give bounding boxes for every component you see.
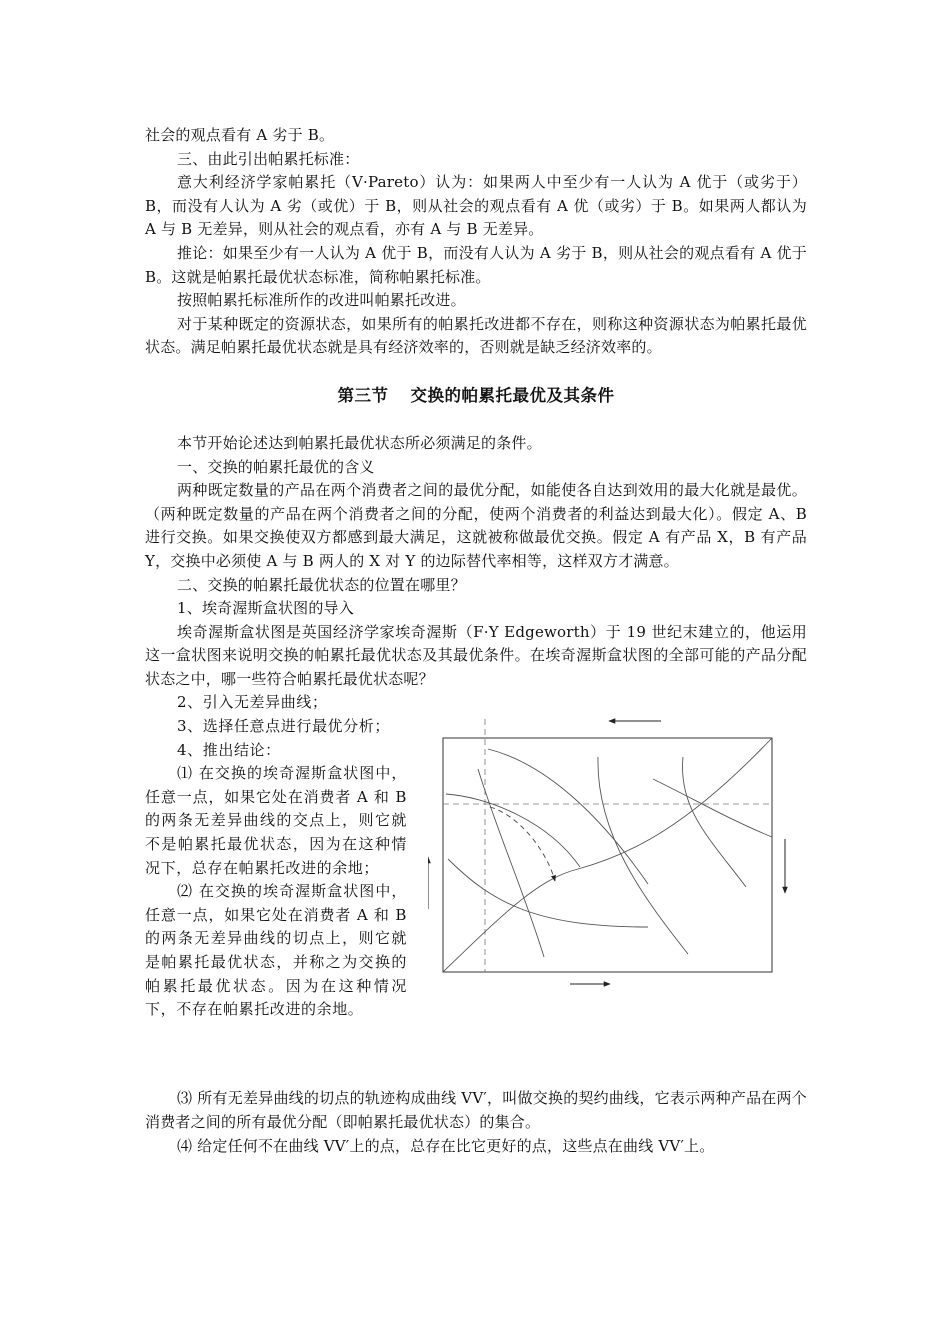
bottom-paragraphs — [145, 1087, 807, 1158]
paragraph: ⑴ 在交换的埃奇渥斯盒状图中，任意一点，如果它处在消费者 A 和 B 的两条无差异曲线的交点上，则它就不是帕累托最优状态，因为在这种情况下，总存在帕累托改进的余地； — [145, 764, 407, 877]
paragraph: 推论：如果至少有一人认为 A 优于 B，而没有人认为 A 劣于 B，则从社会的观点看有 A 优于 B。这就是帕累托最优状态标准，简称帕累托标准。 — [145, 243, 807, 286]
indifference-curve-b1 — [448, 859, 648, 927]
paragraph: 1、埃奇渥斯盒状图的导入 — [177, 599, 354, 618]
document-page — [145, 124, 807, 1158]
section-number: 第三节 — [337, 385, 389, 405]
paragraph: 意大利经济学家帕累托（V·Pareto）认为：如果两人中至少有一人认为 A 优于（或劣于）B，而没有人认为 A 劣（或优）于 B，则从社会的观点看有 A 优（或劣）于 B。如果两人都认为 A 与 B 无差异，则从社会的观点看，亦有 A 与 B 无差异。 — [145, 173, 807, 239]
paragraph: 一、交换的帕累托最优的含义 — [177, 457, 375, 476]
indifference-curve-a3 — [598, 757, 688, 954]
paragraph: 本节开始论述达到帕累托最优状态所必须满足的条件。 — [177, 433, 542, 452]
edgeworth-box-diagram — [428, 709, 808, 989]
mid-paragraphs — [145, 432, 807, 692]
indifference-curve-b3 — [653, 779, 772, 837]
paragraph: 埃奇渥斯盒状图是英国经济学家埃奇渥斯（F·Y Edgeworth）于 19 世纪末建立的，他运用这一盒状图来说明交换的帕累托最优状态及其最优条件。在埃奇渥斯盒状图的全部可能的产品分配状态之中，哪一些符合帕累托最优状态呢？ — [145, 622, 807, 688]
left-column — [145, 691, 407, 1021]
indifference-curve-a1 — [446, 794, 580, 867]
box-frame — [443, 738, 772, 972]
text-with-figure — [145, 691, 807, 1087]
top-paragraphs — [145, 124, 807, 360]
paragraph: ⑶ 所有无差异曲线的切点的轨迹构成曲线 VV′，叫做交换的契约曲线，它表示两种产品在两个消费者之间的所有最优分配（即帕累托最优状态）的集合。 — [145, 1089, 807, 1132]
indifference-curve-b2 — [488, 749, 648, 884]
paragraph: 对于某种既定的资源状态，如果所有的帕累托改进都不存在，则称这种资源状态为帕累托最优状态。满足帕累托最优状态就是具有经济效率的，否则就是缺乏经济效率的。 — [145, 314, 807, 357]
paragraph: ⑵ 在交换的埃奇渥斯盒状图中，任意一点，如果它处在消费者 A 和 B 的两条无差异曲线的切点上，则它就是帕累托最优状态，并称之为交换的帕累托最优状态。因为在这种情况下，不存在帕累托改进的余地。 — [145, 882, 407, 1019]
paragraph: 3、选择任意点进行最优分析； — [177, 717, 390, 736]
contract-curve — [443, 738, 772, 972]
paragraph: 两种既定数量的产品在两个消费者之间的最优分配，如能使各自达到效用的最大化就是最优。（两种既定数量的产品在两个消费者之间的分配，使两个消费者的利益达到最大化）。假定 A、B 进行交换。如果交换使双方都感到最大满足，这就被称做最优交换。假定 A 有产品 X，B 有产品 Y，交换中必须使 A 与 B 两人的 X 对 Y 的边际替代率相等，这样双方才满意。 — [145, 481, 807, 570]
paragraph: 三、由此引出帕累托标准： — [177, 149, 360, 168]
paragraph: 按照帕累托标准所作的改进叫帕累托改进。 — [177, 291, 466, 310]
paragraph: 社会的观点看有 A 劣于 B。 — [145, 126, 335, 144]
movement-arrow — [490, 807, 555, 881]
indifference-curve-a4 — [682, 757, 746, 887]
section-title: 交换的帕累托最优及其条件 — [410, 385, 615, 405]
section-heading — [145, 382, 807, 406]
paragraph: ⑷ 给定任何不在曲线 VV′上的点，总存在比它更好的点，这些点在曲线 VV′上。 — [177, 1136, 715, 1155]
paragraph: 2、引入无差异曲线； — [177, 693, 328, 712]
paragraph: 4、推出结论： — [177, 740, 281, 759]
paragraph: 二、交换的帕累托最优状态的位置在哪里？ — [177, 575, 466, 594]
